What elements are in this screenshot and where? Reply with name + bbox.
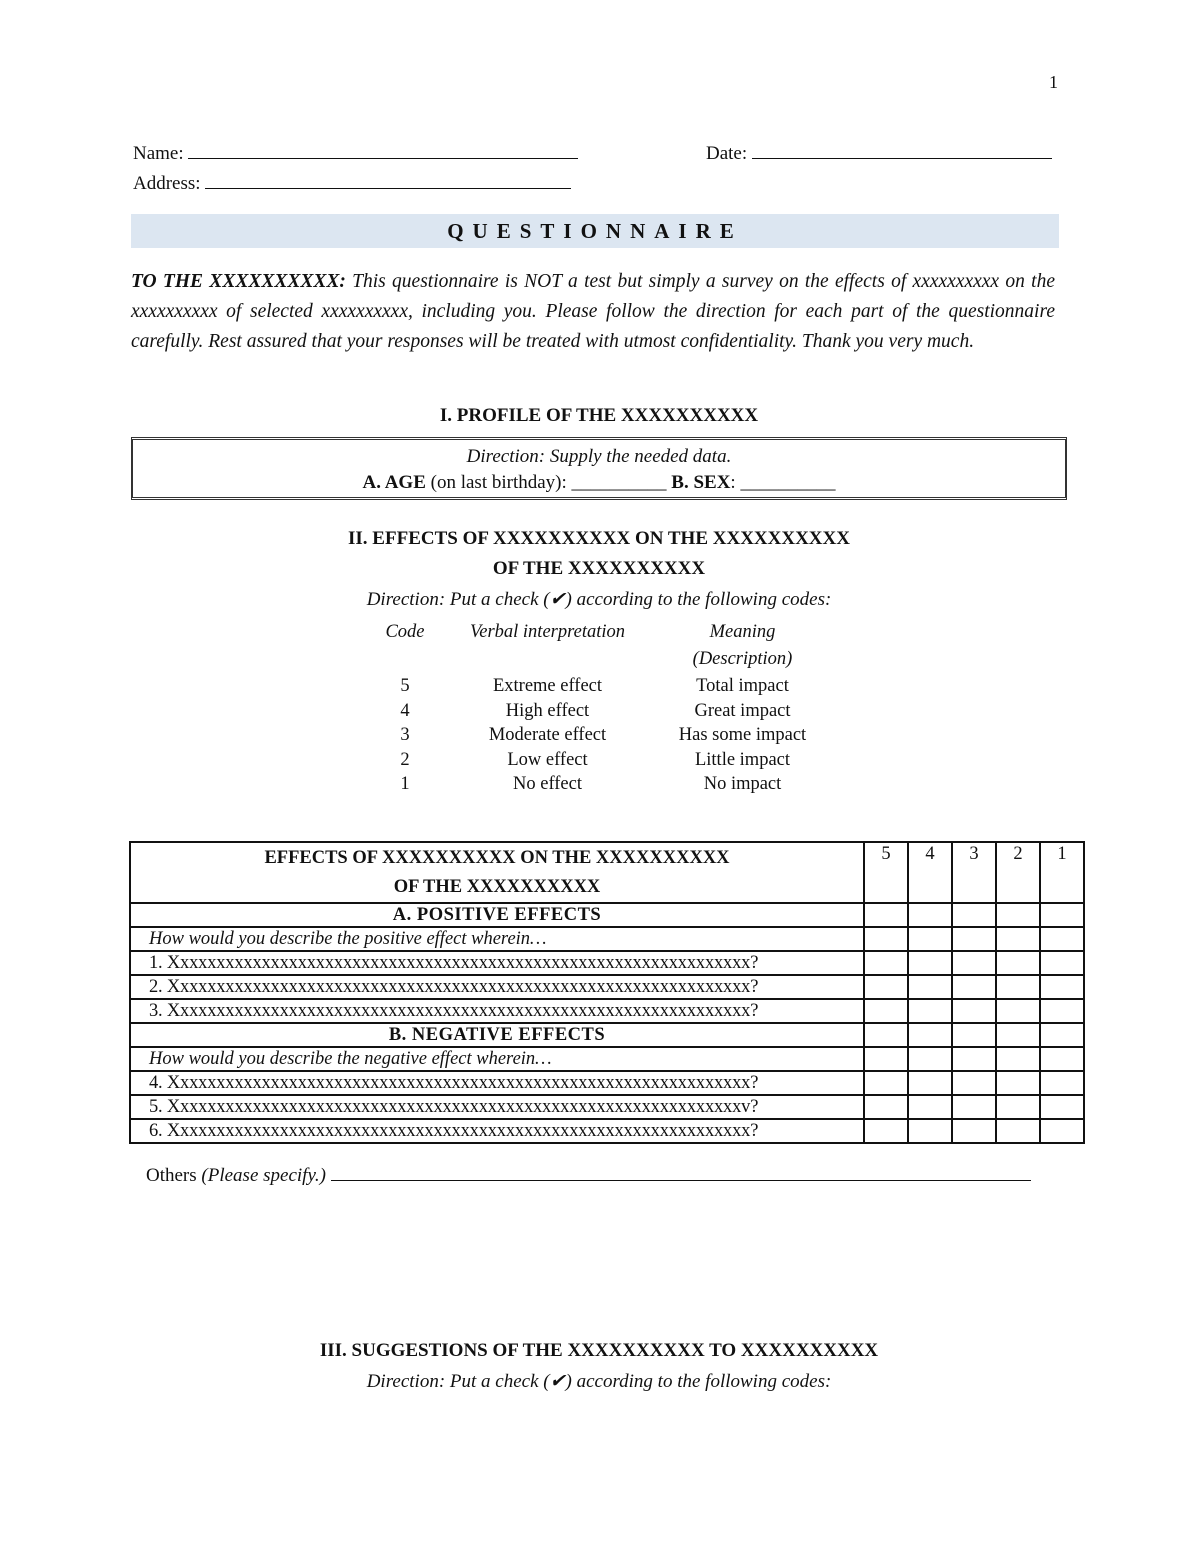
name-label: Name:: [133, 143, 184, 164]
rating-cell: [908, 927, 952, 951]
check-cell-4[interactable]: [908, 999, 952, 1023]
check-cell-2[interactable]: [996, 951, 1040, 975]
age-input[interactable]: __________: [571, 472, 667, 493]
check-cell-3[interactable]: [952, 1071, 996, 1095]
check-cell-2[interactable]: [996, 1071, 1040, 1095]
rating-cell: [864, 927, 908, 951]
age-label: A. AGE: [362, 472, 426, 493]
scale-header-3: 3: [952, 842, 996, 903]
code-meaning: Little impact: [694, 749, 791, 770]
rating-cell: [996, 1023, 1040, 1047]
codes-header-verbal: Verbal interpretation: [469, 621, 625, 642]
code-value: 3: [400, 725, 410, 746]
page-number: 1: [1049, 72, 1058, 92]
scale-header-5: 5: [864, 842, 908, 903]
check-cell-3[interactable]: [952, 951, 996, 975]
item-question: 1. Xxxxxxxxxxxxxxxxxxxxxxxxxxxxxxxxxxxxxxxxxxxxxxxxxxxxxxxxxxxxxxxx?: [130, 951, 864, 975]
table-row: [130, 951, 1084, 975]
code-value: 2: [400, 749, 410, 770]
section1-heading: I. PROFILE OF THE XXXXXXXXXX: [439, 405, 759, 426]
rating-cell: [1040, 927, 1084, 951]
codes-subheader-row: [370, 645, 830, 675]
item-question: 2. Xxxxxxxxxxxxxxxxxxxxxxxxxxxxxxxxxxxxxxxxxxxxxxxxxxxxxxxxxxxxxxxx?: [130, 975, 864, 999]
negative-effects-title: B. NEGATIVE EFFECTS: [130, 1023, 864, 1047]
rating-cell: [864, 1047, 908, 1071]
code-row: [370, 773, 830, 798]
check-cell-3[interactable]: [952, 1095, 996, 1119]
check-cell-5[interactable]: [864, 951, 908, 975]
rating-cell: [864, 1023, 908, 1047]
check-cell-1[interactable]: [1040, 1095, 1084, 1119]
table-row: [130, 1095, 1084, 1119]
check-cell-1[interactable]: [1040, 951, 1084, 975]
code-row: [370, 724, 830, 749]
positive-effects-title: A. POSITIVE EFFECTS: [130, 903, 864, 927]
check-cell-5[interactable]: [864, 1071, 908, 1095]
code-verbal: No effect: [513, 774, 582, 795]
others-line[interactable]: [331, 1179, 1031, 1181]
sex-input[interactable]: __________: [740, 472, 836, 493]
name-field[interactable]: [133, 143, 593, 165]
intro-lead: TO THE XXXXXXXXXX:: [131, 271, 346, 292]
check-cell-1[interactable]: [1040, 999, 1084, 1023]
check-cell-2[interactable]: [996, 1095, 1040, 1119]
rating-header-line2: OF THE XXXXXXXXXX: [393, 877, 601, 897]
rating-cell: [864, 903, 908, 927]
code-meaning: Total impact: [696, 676, 789, 697]
code-row: [370, 748, 830, 773]
rating-cell: [996, 927, 1040, 951]
code-meaning: Has some impact: [678, 725, 807, 746]
scale-header-2: 2: [996, 842, 1040, 903]
sex-colon: :: [730, 472, 741, 493]
negative-prompt: How would you describe the negative effect wherein…: [130, 1047, 864, 1071]
rating-cell: [1040, 1023, 1084, 1047]
rating-cell: [908, 1023, 952, 1047]
item-question: 4. Xxxxxxxxxxxxxxxxxxxxxxxxxxxxxxxxxxxxxxxxxxxxxxxxxxxxxxxxxxxxxxxx?: [130, 1071, 864, 1095]
address-line[interactable]: [205, 187, 571, 189]
others-note: (Please specify.): [201, 1165, 326, 1186]
item-question: 5. Xxxxxxxxxxxxxxxxxxxxxxxxxxxxxxxxxxxxxxxxxxxxxxxxxxxxxxxxxxxxxxxv?: [130, 1095, 864, 1119]
rating-header-row: [130, 842, 1084, 903]
rating-cell: [908, 903, 952, 927]
rating-cell: [996, 1047, 1040, 1071]
sex-label: B. SEX: [671, 472, 731, 493]
code-verbal: Low effect: [507, 749, 588, 770]
profile-box: [131, 437, 1067, 500]
date-line[interactable]: [752, 157, 1052, 159]
address-label: Address:: [133, 173, 201, 194]
code-value: 4: [400, 700, 410, 721]
check-cell-2[interactable]: [996, 975, 1040, 999]
check-cell-1[interactable]: [1040, 975, 1084, 999]
positive-prompt-row: [130, 927, 1084, 951]
code-value: 1: [400, 774, 410, 795]
section1-direction: Direction: Supply the needed data.: [466, 446, 732, 467]
intro-text: This questionnaire is NOT a test but simply a survey on the effects of xxxxxxxxxx on the xxxxxxxxxx of selected xxxxxxxxxx, including you. Please follow the direction for each part of the questionnaire carefully. Rest assured that your responses will be treated with utmost confidentiality. Thank you very much.: [131, 271, 1055, 352]
codes-header-meaning: Meaning: [709, 621, 776, 642]
table-row: [130, 1119, 1084, 1143]
scale-header-4: 4: [908, 842, 952, 903]
table-row: [130, 999, 1084, 1023]
check-cell-5[interactable]: [864, 999, 908, 1023]
check-cell-4[interactable]: [908, 1071, 952, 1095]
check-cell-1[interactable]: [1040, 1119, 1084, 1143]
intro-paragraph: [131, 267, 1055, 357]
check-cell-4[interactable]: [908, 951, 952, 975]
check-cell-4[interactable]: [908, 975, 952, 999]
rating-cell: [952, 927, 996, 951]
check-cell-2[interactable]: [996, 999, 1040, 1023]
date-label: Date:: [706, 143, 748, 164]
table-row: [130, 1071, 1084, 1095]
code-meaning: Great impact: [694, 700, 791, 721]
rating-cell: [952, 1023, 996, 1047]
codes-header-row: [370, 620, 830, 645]
scale-header-1: 1: [1040, 842, 1084, 903]
name-line[interactable]: [188, 157, 578, 159]
date-field[interactable]: [706, 143, 1066, 165]
code-verbal: High effect: [505, 700, 590, 721]
check-cell-5[interactable]: [864, 1095, 908, 1119]
code-value: 5: [400, 676, 410, 697]
negative-prompt-row: [130, 1047, 1084, 1071]
codes-header-code: Code: [385, 621, 425, 642]
rating-cell: [1040, 1047, 1084, 1071]
positive-prompt: How would you describe the positive effect wherein…: [130, 927, 864, 951]
item-question: 6. Xxxxxxxxxxxxxxxxxxxxxxxxxxxxxxxxxxxxxxxxxxxxxxxxxxxxxxxxxxxxxxxx?: [130, 1119, 864, 1143]
check-cell-4[interactable]: [908, 1119, 952, 1143]
negative-title-row: [130, 1023, 1084, 1047]
rating-table: [129, 841, 1085, 1144]
rating-table-header: [130, 842, 864, 903]
check-cell-2[interactable]: [996, 1119, 1040, 1143]
item-question: 3. Xxxxxxxxxxxxxxxxxxxxxxxxxxxxxxxxxxxxxxxxxxxxxxxxxxxxxxxxxxxxxxxx?: [130, 999, 864, 1023]
others-label: Others: [146, 1165, 202, 1186]
check-cell-3[interactable]: [952, 1119, 996, 1143]
rating-cell: [908, 1047, 952, 1071]
age-note: (on last birthday):: [425, 472, 572, 493]
check-cell-3[interactable]: [952, 999, 996, 1023]
section2-direction: Direction: Put a check (✔) according to the following codes:: [366, 589, 832, 610]
section2-heading-line2: OF THE XXXXXXXXXX: [492, 558, 706, 579]
check-cell-5[interactable]: [864, 975, 908, 999]
code-row: [370, 699, 830, 724]
rating-cell: [996, 903, 1040, 927]
rating-cell: [1040, 903, 1084, 927]
code-verbal: Moderate effect: [488, 725, 607, 746]
rating-header-line1: EFFECTS OF XXXXXXXXXX ON THE XXXXXXXXXX: [264, 848, 730, 868]
section2-heading-line1: II. EFFECTS OF XXXXXXXXXX ON THE XXXXXXXXXX: [348, 528, 850, 549]
codes-header-meaning-sub: (Description): [692, 649, 793, 669]
check-cell-1[interactable]: [1040, 1071, 1084, 1095]
code-meaning: No impact: [703, 774, 782, 795]
code-row: [370, 675, 830, 700]
check-cell-5[interactable]: [864, 1119, 908, 1143]
code-verbal: Extreme effect: [492, 676, 603, 697]
table-row: [130, 975, 1084, 999]
check-cell-4[interactable]: [908, 1095, 952, 1119]
rating-cell: [952, 1047, 996, 1071]
codes-legend-table: [370, 620, 830, 797]
others-field[interactable]: [146, 1165, 1058, 1187]
positive-title-row: [130, 903, 1084, 927]
address-field[interactable]: [133, 173, 593, 195]
questionnaire-title: QUESTIONNAIRE: [131, 214, 1059, 248]
section3-direction: Direction: Put a check (✔) according to the following codes:: [366, 1371, 832, 1392]
check-cell-3[interactable]: [952, 975, 996, 999]
section3-heading: III. SUGGESTIONS OF THE XXXXXXXXXX TO XXXXXXXXXX: [319, 1340, 879, 1361]
profile-fields: [133, 472, 1065, 494]
rating-cell: [952, 903, 996, 927]
